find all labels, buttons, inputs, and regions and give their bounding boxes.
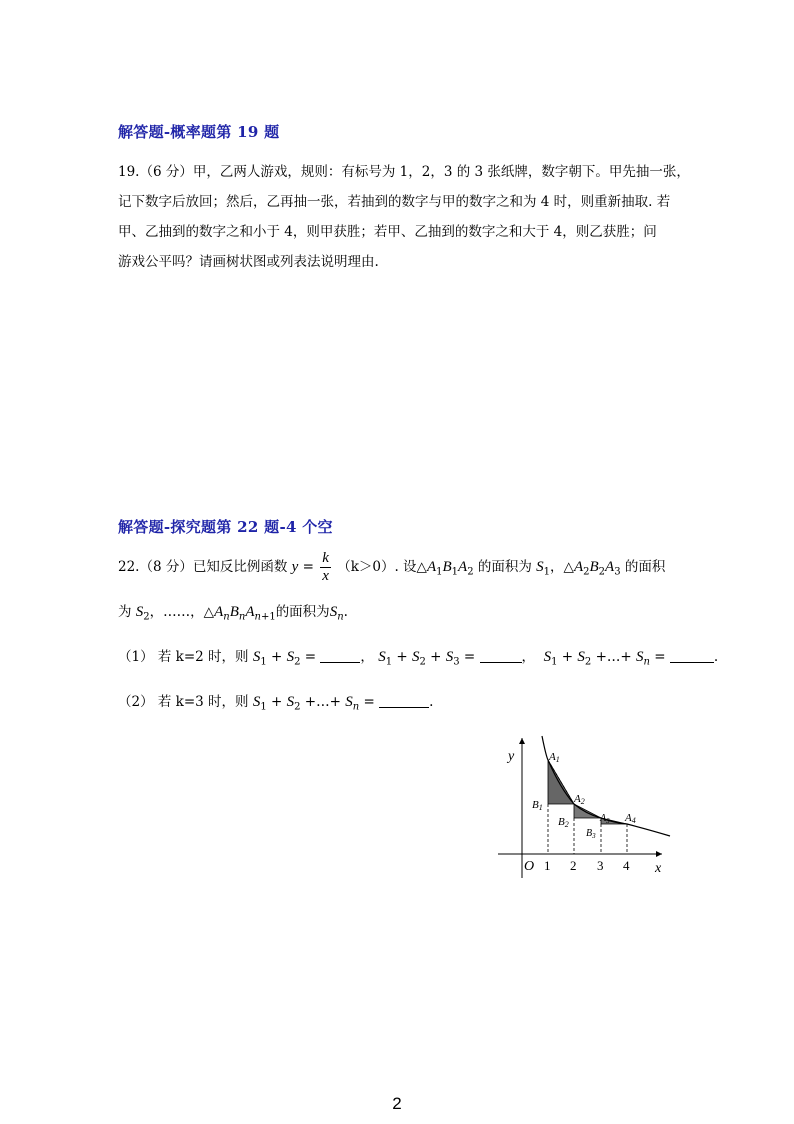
hyperbola-figure xyxy=(490,728,680,888)
q22-intro: 22.（8 分）已知反比例函数 xyxy=(118,559,288,575)
point-a3: $A_3$ xyxy=(600,813,610,825)
point-b2: B2 xyxy=(558,816,569,829)
q22-line-1: 22.（8 分）已知反比例函数 y = $\frac{k}{x}$ （k＞0）. 设$\triangle A_1B_1A_2$ 的面积为 $S_1$，$\triangle A_2B_2A_3$ 的面积 xyxy=(118,550,666,584)
q19-text xyxy=(118,157,690,277)
y-axis-label: y xyxy=(508,749,515,764)
q19-line-3: 甲、乙抽到的数字之和小于 4，则甲获胜；若甲、乙抽到的数字之和大于 4，则乙获胜；问 xyxy=(118,224,657,240)
page-number: 2 xyxy=(392,1094,402,1113)
x-axis-label: x xyxy=(655,861,662,876)
blank-3[interactable] xyxy=(670,648,714,663)
q22-wei: 为 xyxy=(118,604,132,620)
blank-2[interactable] xyxy=(480,648,522,663)
q22-part-2: （2） 若 k=3 时，则 $S_1 + S_2$ +…+ $S_n$ = . xyxy=(118,694,434,713)
q22-line-2: 为 $S_2$，……，$\triangle A_nB_nA_{n+1}$的面积为$S_n$. xyxy=(118,604,348,623)
fraction-k-over-x: $\frac{k}{x}$ xyxy=(322,550,329,584)
q19-line-1: 19.（6 分）甲，乙两人游戏，规则：有标号为 1，2，3 的 3 张纸牌，数字朝下。甲先抽一张， xyxy=(118,164,690,180)
q22-area-label-2: 的面积 xyxy=(624,559,666,575)
q22-condition: （k＞0）. 设△ xyxy=(337,559,427,575)
q22-ellipsis: ，……，△ xyxy=(149,604,215,620)
blank-1[interactable] xyxy=(320,648,360,663)
origin-label: O xyxy=(524,859,535,874)
tick-2: 2 xyxy=(570,858,577,873)
q22-part-1: （1） 若 k=2 时，则 $S_1 + S_2$ = ， $S_1 + S_2 + S_3$ = ， $S_1 + S_2$ +…+ $S_n$ = . xyxy=(118,649,719,668)
point-a2: A2 xyxy=(574,793,585,806)
point-b3: $B_3$ xyxy=(586,828,596,840)
q22-part-1-label: （1） 若 k=2 时，则 xyxy=(118,649,249,665)
triangle-2 xyxy=(574,804,601,818)
q22-sep-1: ，△ xyxy=(550,559,574,575)
q19-line-4: 游戏公平吗？请画树状图或列表法说明理由. xyxy=(118,254,379,270)
point-a4: A4 xyxy=(625,812,636,825)
point-a1: A1 xyxy=(549,751,560,764)
tick-3: 3 xyxy=(597,858,604,873)
point-b1: B1 xyxy=(532,799,543,812)
tick-1: 1 xyxy=(544,858,551,873)
tick-4: 4 xyxy=(623,858,630,873)
q19-line-2: 记下数字后放回；然后，乙再抽一张，若抽到的数字与甲的数字之和为 4 时，则重新抽取. 若 xyxy=(118,194,671,210)
q22-area-label-1: 的面积为 xyxy=(477,559,532,575)
q22-section-title: 解答题-探究题第 22 题-4 个空 xyxy=(118,518,333,536)
q19-section-title: 解答题-概率题第 19 题 xyxy=(118,123,280,141)
blank-4[interactable] xyxy=(379,693,429,708)
q22-part-2-label: （2） 若 k=3 时，则 xyxy=(118,694,249,710)
q22-area-label-n: 的面积为 xyxy=(275,604,330,620)
